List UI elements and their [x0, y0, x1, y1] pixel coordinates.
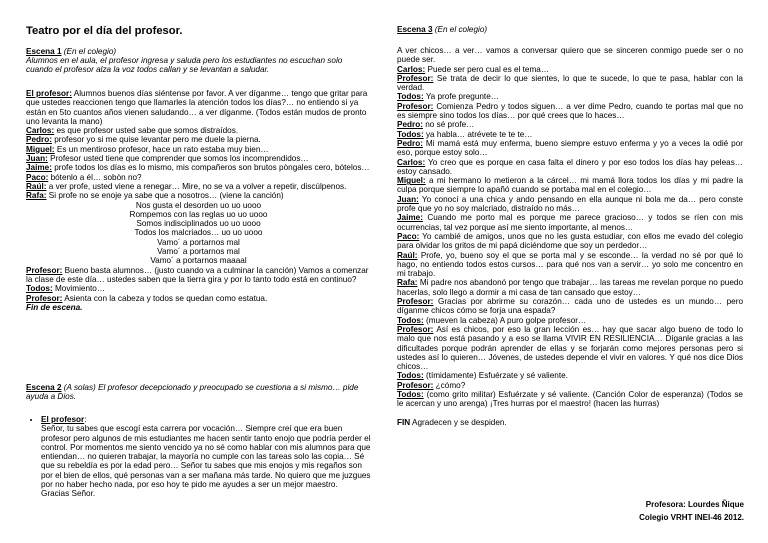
- speaker-label: Profesor:: [397, 297, 434, 307]
- song-line: Vamo´ a portarnos mal: [157, 247, 240, 257]
- dialogue-line: [26, 191, 371, 200]
- page-title: Teatro por el día del profesor.: [26, 25, 183, 37]
- line-text: (como grito militar) Esfuérzate y sé valiente. (Canción Color de esperanza) (Todos se le acercan y uno arenga) ¡Tres hurras por el maestro! (hacen las hurras): [397, 389, 743, 409]
- line-text: Movimiento…: [52, 284, 106, 294]
- dialogue-line: [26, 163, 371, 172]
- line-text: Así es chicos, por eso la gran lección es… hay que sacar algo bueno de todo lo malo que nos está pasando y a eso se llama VIVIR EN RESILIENCIA… Díganle gracias a las dificultades porque podrán aprender de ellas y se forjarán como mejores personas pero si ustedes así lo quieren… Jóvenes, de ustedes depende el vivir en valores. Y qué nos dice Dios chicos…: [397, 324, 743, 372]
- line-text: no sé profe…: [422, 120, 475, 130]
- speaker-label: Paco:: [397, 231, 420, 241]
- monologue-list: [26, 415, 371, 499]
- monologue-speaker: El profesor: [41, 415, 85, 424]
- dialogue-line: [26, 266, 371, 285]
- dialogue-line: [397, 278, 743, 297]
- scene3-place: (En el colegio): [432, 25, 488, 34]
- scene2-heading: Escena 2: [26, 383, 62, 392]
- dialogue-line: [26, 89, 371, 126]
- dialogue-line: [397, 381, 743, 390]
- song-line: Vamo´ a portarnos maaaal: [150, 256, 247, 266]
- dialogue-line: [397, 176, 743, 195]
- dialogue-line: [26, 294, 371, 303]
- line-text: a ver profe, usted viene a renegar… Mire, no se va a volver a repetir, discúlpenos.: [46, 181, 347, 191]
- monologue-item: • El profesor: Señor, tu sabes que escogí esta carrera por vocación… Siempre creí que era buen profesor pero algunos de mis estudiantes me hacen sentir tanto enojo que podría perder el control. Por momentos me siento vencido ya no sé como hablar con mis alumnos para que entiendan… no quieren trabajar, la mayoría no cumple con las tareas solo las copia… Sé que su rebeldía es por la edad pero… Señor tu sabes que mis enojos y mis regaños son por el bien de ellos, qué personas van a ser mañana más tarde. No quiero que me juzgues por no haber hecho nada, por eso hoy te pido me ayudes a ser un mejor maestro. Gracias Señor.: [41, 415, 371, 499]
- dialogue-line: [26, 135, 371, 144]
- dialogue-line: [397, 158, 743, 177]
- line-text: Ya profe pregunte…: [423, 92, 499, 102]
- speaker-label: Todos:: [26, 284, 53, 294]
- scene3-header: [397, 25, 743, 34]
- speaker-label: Todos:: [397, 92, 424, 102]
- speaker-label: Raúl:: [397, 250, 418, 260]
- line-text: Se trata de decir lo que sientes, lo que te sucede, lo que te pasa, hablar con la verdad.: [397, 73, 743, 93]
- dialogue-line: [397, 232, 743, 251]
- scene3-opening: A ver chicos… a ver… vamos a conversar quiero que se sinceren conmigo puede ser o no puede ser.: [397, 46, 743, 65]
- dialogue-line: [397, 390, 743, 409]
- dialogue-line: [397, 139, 743, 158]
- fin-text: Agradecen y se despiden.: [410, 417, 507, 427]
- speaker-label: Todos:: [397, 371, 424, 381]
- line-text: Es un mentiroso profesor, hace un rato estaba muy bien…: [54, 144, 269, 154]
- line-text: Alumnos buenos días siéntense por favor. A ver díganme… tengo que gritar para que ustedes reaccionen tengo que llamarles la atención todos los días?… no entiendo si ya están en 5to cuantos años vienen saludando… a ver díganme. (Todos están mudos de pronto uno levanta la mano): [26, 89, 368, 126]
- scene1-place: (En el colegio): [61, 47, 117, 56]
- line-text: Cuando me porto mal es porque me parece gracioso… y todos se ríen con mis ocurrencias, tal vez porque así me siento importante, al menos…: [397, 213, 743, 232]
- speaker-label: Pedro:: [26, 135, 52, 145]
- dialogue-line: [397, 325, 743, 371]
- dialogue-line: [26, 126, 371, 135]
- dialogue-line: [26, 145, 371, 154]
- dialogue-line: [397, 74, 743, 93]
- speaker-label: Todos:: [397, 315, 424, 325]
- dialogue-line: [26, 173, 371, 182]
- scene3-dialogue: [397, 46, 743, 427]
- song-line: Somos indisciplinados uo uo uooo: [136, 219, 261, 229]
- speaker-label: Profesor:: [397, 324, 434, 334]
- scene1-end: Fin de escena.: [26, 302, 83, 312]
- dialogue-line: [397, 195, 743, 214]
- dialogue-line: [397, 297, 743, 316]
- line-text: Yo conocí a una chica y ando pensando en ella aunque ni bola me da… pero conste profe que yo no soy malcriado, distraído no más…: [397, 194, 743, 214]
- speaker-label: Profesor:: [26, 293, 63, 303]
- speaker-label: Carlos:: [397, 157, 426, 167]
- line-text: (mueven la cabeza) A puro golpe profesor…: [423, 315, 587, 325]
- speaker-label: Juan:: [26, 154, 48, 164]
- scene1-dialogue: [26, 89, 371, 312]
- song-line: Todos los malcriados… uo uo uooo: [134, 228, 263, 238]
- scene1-header: [26, 47, 371, 56]
- line-text: Mi padre nos abandonó por tengo que trabajar… las tareas me revelan porque no puedo hacerlas, solo llego a dormir a mi casa de tan cansado que estoy…: [397, 278, 743, 297]
- line-text: (tímidamente) Esfuérzate y sé valiente.: [423, 371, 568, 381]
- speaker-label: Pedro:: [397, 120, 423, 130]
- monologue-text: Señor, tu sabes que escogí esta carrera por vocación… Siempre creí que era buen profesor pero algunos de mis estudiantes me hacen sentir tanto enojo que podría perder el control. Por momentos me siento vencido ya no sé como hablar con mis alumnos para que entiendan… no quieren trabajar, la mayoría no cumple con las tareas solo las copia… Sé que su rebeldía es por la edad pero… Señor tu sabes que mis enojos y mis regaños son por el bien de ellos, qué personas van a ser mañana más tarde. No quiero que me juzgues por no haber hecho nada, por eso hoy te pido me ayudes a ser un mejor maestro.: [41, 424, 371, 490]
- dialogue-line: [26, 154, 371, 163]
- song-line: Nos gusta el desorden uo uo uooo: [135, 200, 262, 210]
- song-line: Vamo´ a portarnos mal: [157, 237, 240, 247]
- scene2-header: [26, 383, 371, 402]
- dialogue-line: [397, 92, 743, 101]
- line-text: Puede ser pero cual es el tema…: [425, 64, 550, 74]
- monologue-closing: Gracias Señor.: [41, 489, 96, 499]
- line-text: bótenlo a él… sobòn no?: [48, 172, 142, 182]
- dialogue-line: [397, 251, 743, 279]
- line-text: profe todos los días es lo mismo, mis compañeros son brutos pòngales cero, bótelos…: [51, 163, 370, 173]
- scene2-intro: (A solas) El profesor decepcionado y preocupado se cuestiona a si mismo… pide ayuda a Dios.: [26, 383, 359, 402]
- line-text: Si profe no se enoje ya sabe que a nosotros… (viene la canción): [46, 191, 284, 201]
- speaker-label: Carlos:: [397, 64, 426, 74]
- signature-teacher: Profesora: Lourdes Ñique: [645, 500, 744, 509]
- line-text: Yo cambié de amigos, unos que no les gusta estudiar, con ellos me evado del colegio para olvidar los gritos de mi papá diciéndome que soy un perdedor…: [397, 231, 743, 251]
- speaker-label: Juan:: [397, 194, 419, 204]
- scene3-heading: Escena 3: [397, 25, 433, 34]
- line-text: Mi mamá está muy enferma, bueno siempre estuvo enferma y yo a veces la odié por eso, porque estoy solo…: [397, 138, 743, 158]
- line-text: Asienta con la cabeza y todos se quedan como estatua.: [62, 293, 268, 303]
- speaker-label: Pedro:: [397, 138, 423, 148]
- line-text: es que profesor usted sabe que somos distraídos.: [54, 126, 239, 136]
- speaker-label: Rafa:: [397, 278, 418, 288]
- speaker-label: Todos:: [397, 389, 424, 399]
- speaker-label: Profesor:: [26, 265, 63, 275]
- dialogue-line: [397, 130, 743, 139]
- line-text: profesor yo si me quise levantar pero me duele la pierna.: [51, 135, 261, 145]
- speaker-label: Profesor:: [397, 73, 434, 83]
- line-text: Profesor usted tiene que comprender que somos los incomprendidos…: [47, 154, 309, 164]
- dialogue-line: [397, 316, 743, 325]
- dialogue-line: [397, 65, 743, 74]
- dialogue-line: [397, 120, 743, 129]
- dialogue-line: [397, 102, 743, 121]
- line-text: ¿cómo?: [433, 380, 466, 390]
- speaker-label: Todos:: [397, 129, 424, 139]
- dialogue-line: [397, 371, 743, 380]
- line-text: ya habla… atrévete te te te…: [423, 129, 533, 139]
- speaker-label: Paco:: [26, 172, 49, 182]
- speaker-label: Miguel:: [26, 144, 55, 154]
- speaker-label: Miguel:: [397, 176, 426, 186]
- song-line: Rompemos con las reglas uo uo uooo: [129, 209, 268, 219]
- speaker-label: Profesor:: [397, 380, 434, 390]
- speaker-label: Jaime:: [26, 163, 52, 173]
- speaker-label: Rafa:: [26, 191, 47, 201]
- line-text: Gracias por abrirme su corazón… cada uno de ustedes es un mundo… pero díganme chicos cómo se forja una espada?: [397, 297, 743, 316]
- line-text: a mi hermano lo metieron a la cárcel… mi mamá llora todos los días y mi padre la culpa porque siempre lo apañó cuando se portaba mal en el colegio…: [397, 176, 743, 195]
- dialogue-line: [26, 284, 371, 293]
- scene1-heading: Escena 1: [26, 47, 62, 56]
- fin-line: [397, 418, 743, 427]
- line-text: Bueno basta alumnos… (justo cuando va a culminar la canción) Vamos a comenzar la clase de este día… ustedes saben que la tierra gira y por lo tanto todo está en continuo?: [26, 265, 369, 284]
- speaker-label: Raúl:: [26, 181, 47, 191]
- scene1-intro: Alumnos en el aula, el profesor ingresa y saluda pero los estudiantes no escuchan solo cuando el profesor alza la voz todos callan y se levantan a saludar.: [26, 56, 343, 75]
- line-text: Profe, yo, bueno soy el que se porta mal y se esconde… la verdad no sé por qué lo hago, no entiendo todos estos cursos… para qué nos van a servir… yo solo me concentro en mi trabajo.: [397, 250, 743, 279]
- speaker-label: Jaime:: [397, 213, 423, 223]
- signature-school: Colegio VRHT INEI-46 2012.: [639, 513, 744, 522]
- dialogue-line: [397, 213, 743, 232]
- fin-label: FIN: [397, 417, 411, 427]
- song-lyrics: [26, 201, 371, 266]
- line-text: Comienza Pedro y todos siguen… a ver dime Pedro, cuando te portas mal que no es siempre sino todos los días… por qué crees que lo haces…: [397, 101, 743, 121]
- speaker-label: Profesor:: [397, 101, 434, 111]
- line-text: Yo creo que es porque en casa falta el dinero y por eso todos los días hay peleas… estoy cansado.: [397, 157, 743, 176]
- speaker-label: El profesor:: [26, 89, 72, 98]
- speaker-label: Carlos:: [26, 126, 55, 136]
- dialogue-line: [26, 182, 371, 191]
- scene2-monologue-block: [26, 415, 371, 499]
